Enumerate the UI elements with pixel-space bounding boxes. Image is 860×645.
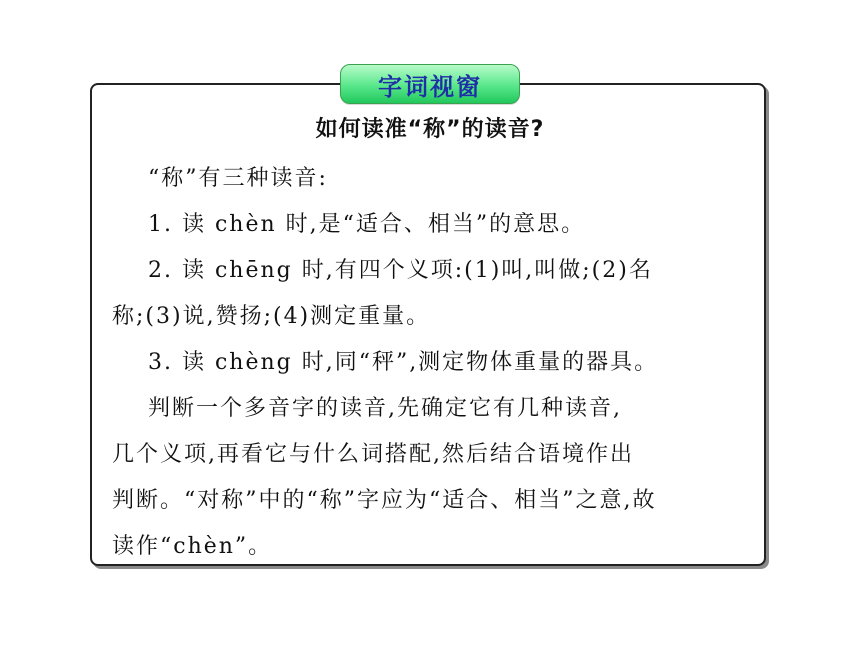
section-badge xyxy=(340,64,520,104)
line-3: 2. 读 chēng 时,有四个义项:(1)叫,叫做;(2)名 xyxy=(112,258,653,283)
line-4: 称;(3)说,赞扬;(4)测定重量。 xyxy=(112,304,431,329)
question-heading: 如何读准“称”的读音? xyxy=(315,117,545,142)
line-5: 3. 读 chèng 时,同“秤”,测定物体重量的器具。 xyxy=(112,350,659,375)
line-2: 1. 读 chèn 时,是“适合、相当”的意思。 xyxy=(112,212,586,237)
paragraph-conclusion xyxy=(112,386,744,570)
line-8: 判断。“对称”中的“称”字应为“适合、相当”之意,故 xyxy=(112,488,657,513)
paragraph-point-3 xyxy=(112,340,744,386)
badge-label: 字词视窗 xyxy=(378,72,482,101)
paragraph-point-1 xyxy=(112,202,744,248)
line-6: 判断一个多音字的读音,先确定它有几种读音, xyxy=(112,396,622,421)
line-7: 几个义项,再看它与什么词搭配,然后结合语境作出 xyxy=(112,442,634,467)
line-9: 读作“chèn”。 xyxy=(112,534,273,559)
line-1: “称”有三种读音: xyxy=(112,166,328,191)
paragraph-point-2 xyxy=(112,248,744,340)
paragraph-intro xyxy=(112,156,744,202)
